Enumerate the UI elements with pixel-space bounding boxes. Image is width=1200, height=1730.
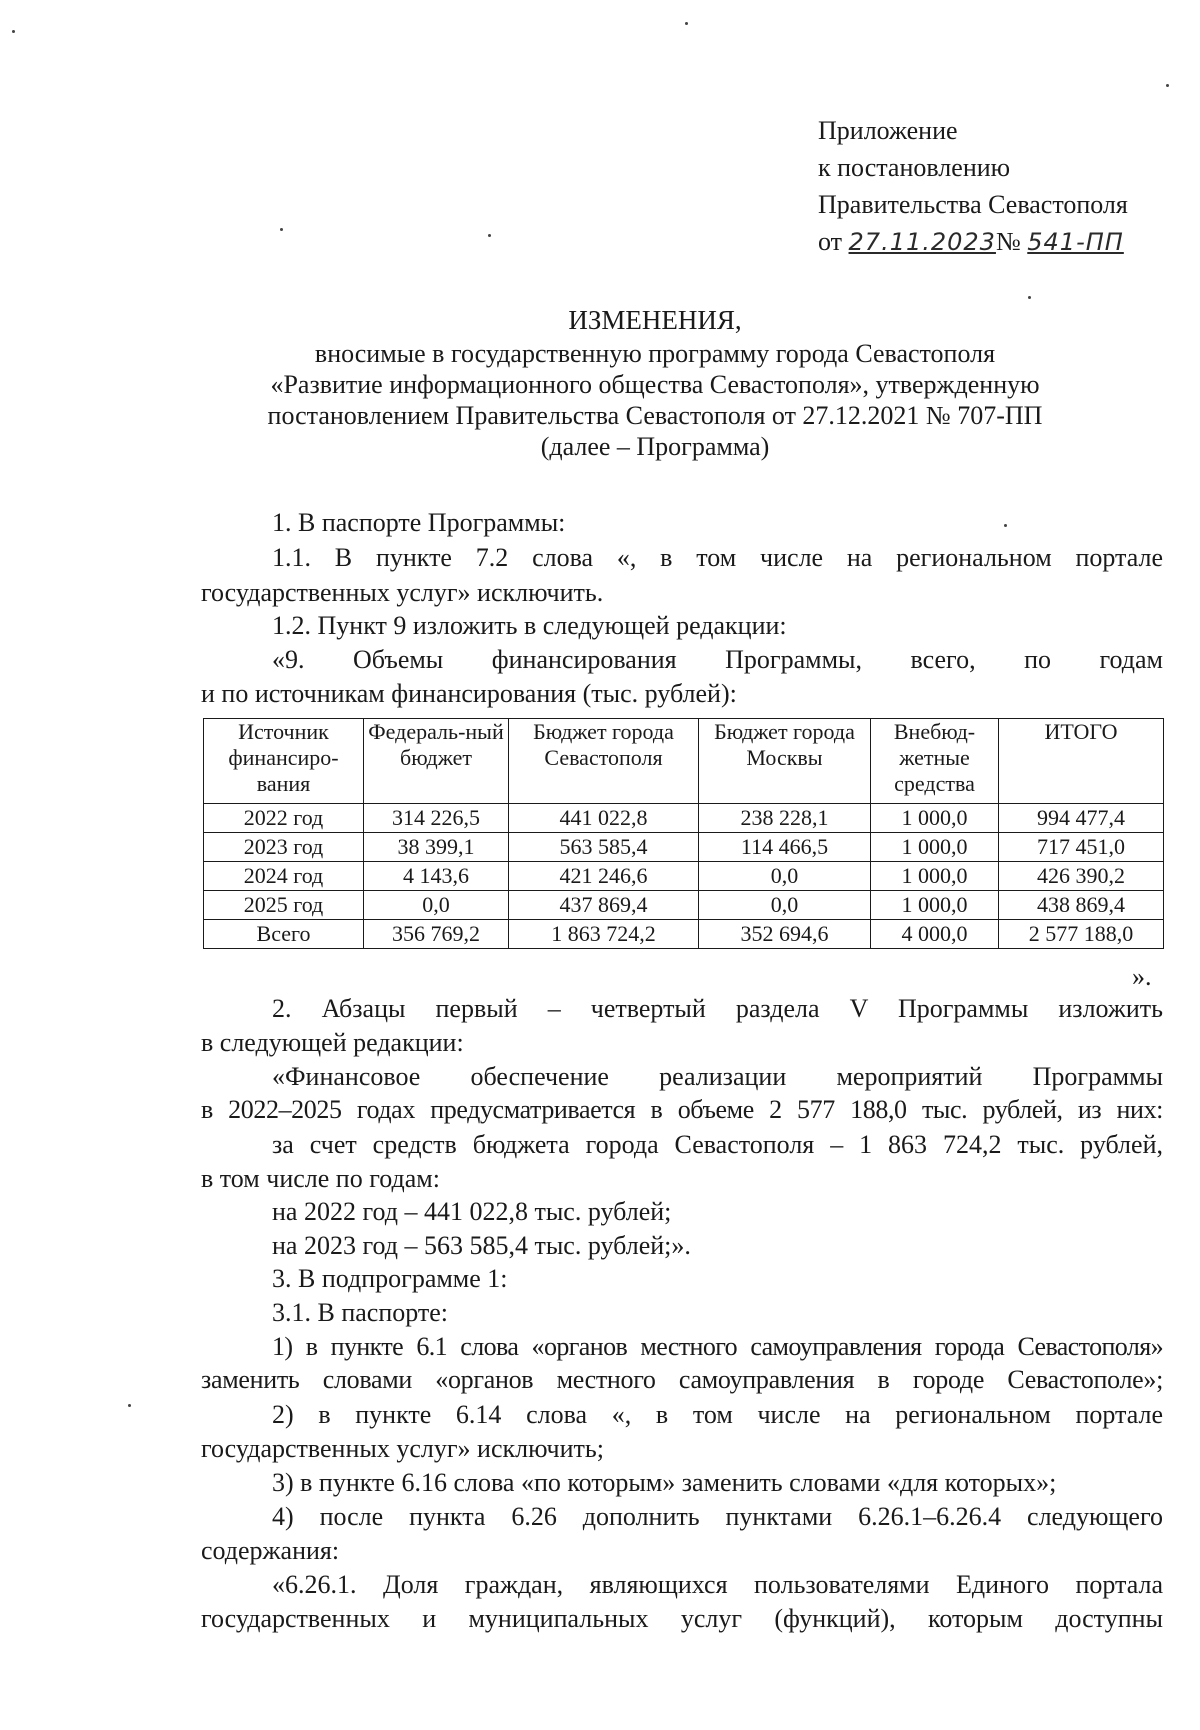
table-cell: 0,0 [699,862,871,891]
approval-block [818,112,1128,261]
handwritten-number: 541-ПП [1027,228,1124,256]
para-1-1-first: 1.1. В пункте 7.2 слова «, в том числе на региональном портале [272,543,1163,572]
para-3-1-3: 3) в пункте 6.16 слова «по которым» заменить словами «для которых»; [272,1468,1057,1497]
para-2-fourth: в 2022–2025 годах предусматривается в объеме 2 577 188,0 тыс. рублей, из них: [201,1095,1163,1124]
table-cell: 2022 год [204,804,364,833]
para-2-seventh: на 2022 год – 441 022,8 тыс. рублей; [272,1197,672,1226]
table-row [204,891,1164,920]
title-line-3: «Развитие информационного общества Севастополя», утвержденную [270,370,1040,399]
table-cell: 314 226,5 [364,804,509,833]
table-cell: 2 577 188,0 [999,920,1164,949]
scan-speck [280,228,283,231]
approval-line-2: к постановлению [818,153,1011,182]
table-cell: 426 390,2 [999,862,1164,891]
table-cell: 2025 год [204,891,364,920]
table-row [204,804,1164,833]
table-cell: 4 143,6 [364,862,509,891]
para-2-sixth: в том числе по годам: [201,1164,440,1193]
document-title [180,302,1130,462]
table-cell: 4 000,0 [871,920,999,949]
table-header-row [204,719,1164,804]
header-sevastopol: Бюджет города Севастополя [509,719,699,804]
table-cell: 0,0 [364,891,509,920]
scan-speck [12,30,15,33]
para-3-1-1-second: заменить словами «органов местного самоуправления в городе Севастополе»; [201,1365,1163,1394]
para-1: 1. В паспорте Программы: [272,508,566,537]
title-main: ИЗМЕНЕНИЯ, [568,305,742,335]
table-cell: 1 000,0 [871,891,999,920]
table-cell: 238 228,1 [699,804,871,833]
table-cell: 717 451,0 [999,833,1164,862]
para-1-2: 1.2. Пункт 9 изложить в следующей редакции: [272,611,787,640]
para-3-1-4-second: содержания: [201,1536,340,1565]
financing-table [203,718,1164,949]
table-closing-quote: ». [1132,962,1152,991]
table-cell: 0,0 [699,891,871,920]
para-3-1-1-first: 1) в пункте 6.1 слова «органов местного самоуправления города Севастополя» [272,1332,1163,1361]
table-cell: 352 694,6 [699,920,871,949]
para-3-1-4-first: 4) после пункта 6.26 дополнить пунктами 6.26.1–6.26.4 следующего [272,1502,1163,1531]
table-cell: 441 022,8 [509,804,699,833]
para-3-1-2-second: государственных услуг» исключить; [201,1434,604,1463]
table-cell: 38 399,1 [364,833,509,862]
para-9-second: и по источникам финансирования (тыс. рублей): [201,679,737,708]
table-row-total [204,920,1164,949]
table-cell: 1 000,0 [871,833,999,862]
para-6-26-1-first: «6.26.1. Доля граждан, являющихся пользователями Единого портала [272,1570,1163,1599]
table-row [204,862,1164,891]
para-2-first: 2. Абзацы первый – четвертый раздела V Программы изложить [272,994,1163,1023]
scan-speck [488,234,491,237]
para-3-1: 3.1. В паспорте: [272,1298,449,1327]
date-prefix: от [818,227,843,256]
number-sign: № [995,227,1021,256]
scan-speck [128,1404,131,1407]
table-cell: 1 000,0 [871,804,999,833]
title-line-2: вносимые в государственную программу города Севастополя [314,339,996,368]
header-source: Источник финансиро-вания [204,719,364,804]
table-cell: 994 477,4 [999,804,1164,833]
table-cell: Всего [204,920,364,949]
table-cell: 563 585,4 [509,833,699,862]
handwritten-date: 27.11.2023 [848,228,996,256]
para-1-1-second: государственных услуг» исключить. [201,578,604,607]
table-cell: 438 869,4 [999,891,1164,920]
para-2-eighth: на 2023 год – 563 585,4 тыс. рублей;». [272,1231,691,1260]
title-line-4: постановлением Правительства Севастополя от 27.12.2021 № 707-ПП [267,401,1043,430]
title-line-5: (далее – Программа) [540,432,770,461]
para-2-second: в следующей редакции: [201,1028,464,1057]
approval-date-line [818,223,1128,261]
table-row [204,833,1164,862]
para-2-fifth: за счет средств бюджета города Севастополя – 1 863 724,2 тыс. рублей, [272,1130,1163,1159]
approval-line-1: Приложение [818,116,958,145]
header-total: ИТОГО [999,719,1164,804]
para-3-1-2-first: 2) в пункте 6.14 слова «, в том числе на региональном портале [272,1400,1163,1429]
table-cell: 356 769,2 [364,920,509,949]
table-cell: 421 246,6 [509,862,699,891]
para-6-26-1-second: государственных и муниципальных услуг (функций), которым доступны [201,1604,1163,1633]
table-cell: 1 863 724,2 [509,920,699,949]
para-3: 3. В подпрограмме 1: [272,1264,508,1293]
approval-line-3: Правительства Севастополя [818,190,1128,219]
header-extrabudget: Внебюд-жетные средства [871,719,999,804]
table-cell: 114 466,5 [699,833,871,862]
scan-speck [1004,524,1007,527]
para-2-third: «Финансовое обеспечение реализации мероприятий Программы [272,1062,1163,1091]
table-cell: 2024 год [204,862,364,891]
header-moscow: Бюджет города Москвы [699,719,871,804]
para-9-first: «9. Объемы финансирования Программы, всего, по годам [272,645,1163,674]
table-cell: 437 869,4 [509,891,699,920]
table-cell: 2023 год [204,833,364,862]
table-cell: 1 000,0 [871,862,999,891]
scan-speck [685,22,688,25]
scan-speck [1028,296,1031,299]
header-federal: Федераль-ный бюджет [364,719,509,804]
scan-speck [1166,84,1169,87]
